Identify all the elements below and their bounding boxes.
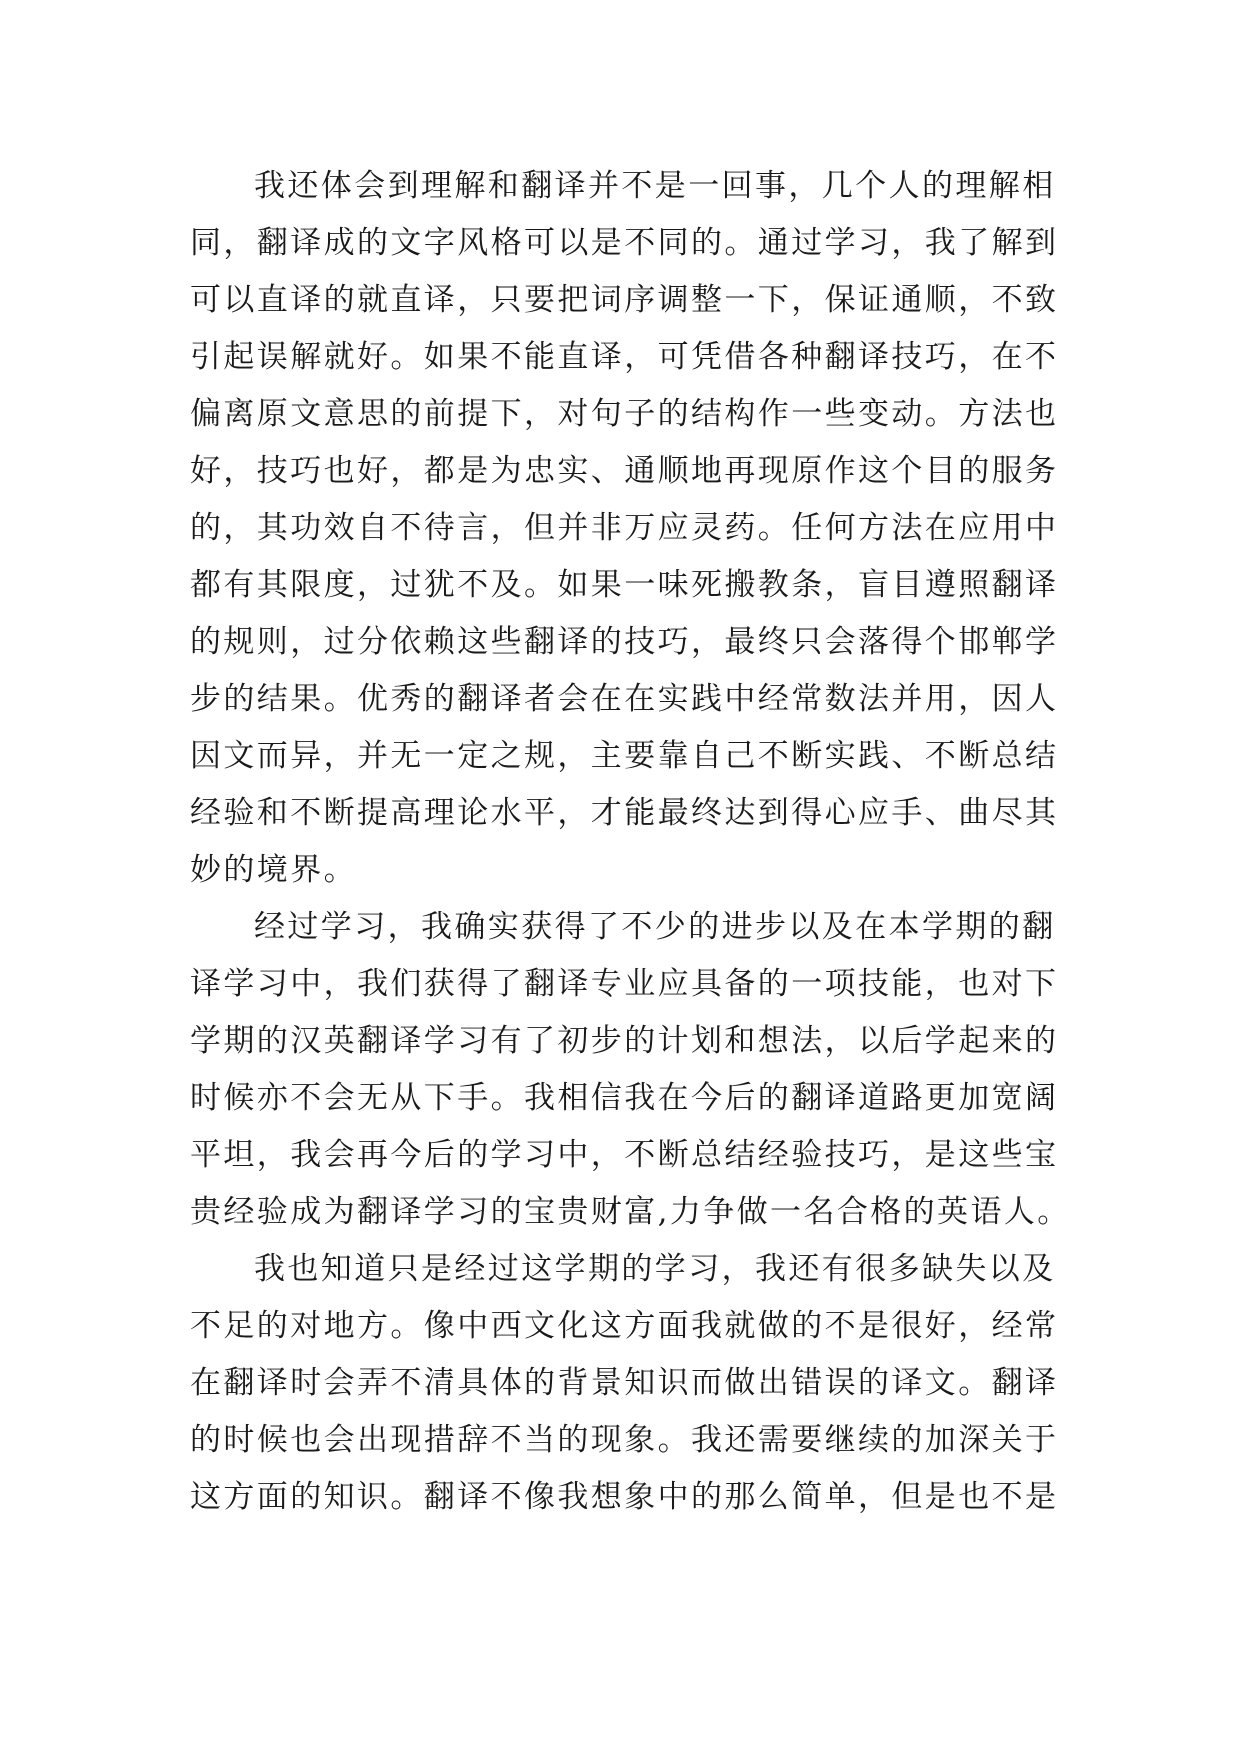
text-line: 时候亦不会无从下手。我相信我在今后的翻译道路更加宽阔 (190, 1080, 1059, 1116)
text-line: 贵经验成为翻译学习的宝贵财富,力争做一名合格的英语人。 (190, 1194, 1071, 1230)
text-line: 因文而异，并无一定之规，主要靠自己不断实践、不断总结 (190, 738, 1059, 774)
text-line: 这方面的知识。翻译不像我想象中的那么简单，但是也不是 (190, 1479, 1059, 1515)
text-line: 经验和不断提高理论水平，才能最终达到得心应手、曲尽其 (190, 795, 1059, 831)
text-line: 在翻译时会弄不清具体的背景知识而做出错误的译文。翻译 (190, 1365, 1059, 1401)
text-line: 的，其功效自不待言，但并非万应灵药。任何方法在应用中 (190, 510, 1059, 546)
text-line: 不足的对地方。像中西文化这方面我就做的不是很好，经常 (190, 1308, 1059, 1344)
text-line: 都有其限度，过犹不及。如果一味死搬教条，盲目遵照翻译 (190, 567, 1059, 603)
text-line: 的时候也会出现措辞不当的现象。我还需要继续的加深关于 (190, 1422, 1059, 1458)
paragraph-3 (190, 1241, 1059, 1526)
text-line: 引起误解就好。如果不能直译，可凭借各种翻译技巧，在不 (190, 339, 1059, 375)
text-line: 我还体会到理解和翻译并不是一回事，几个人的理解相 (254, 168, 1056, 204)
paragraph-1 (190, 158, 1059, 899)
text-line: 好，技巧也好，都是为忠实、通顺地再现原作这个目的服务 (190, 453, 1059, 489)
document-body (190, 158, 1071, 1526)
text-line: 我也知道只是经过这学期的学习，我还有很多缺失以及 (254, 1251, 1056, 1287)
text-line: 译学习中，我们获得了翻译专业应具备的一项技能，也对下 (190, 966, 1059, 1002)
text-line: 妙的境界。 (190, 852, 357, 888)
text-line: 学期的汉英翻译学习有了初步的计划和想法，以后学起来的 (190, 1023, 1059, 1059)
text-line: 同，翻译成的文字风格可以是不同的。通过学习，我了解到 (190, 225, 1059, 261)
text-line: 经过学习，我确实获得了不少的进步以及在本学期的翻 (254, 909, 1056, 945)
paragraph-2 (190, 899, 1071, 1241)
text-line: 可以直译的就直译，只要把词序调整一下，保证通顺，不致 (190, 282, 1059, 318)
text-line: 步的结果。优秀的翻译者会在在实践中经常数法并用，因人 (190, 681, 1059, 717)
text-line: 的规则，过分依赖这些翻译的技巧，最终只会落得个邯郸学 (190, 624, 1059, 660)
text-line: 平坦，我会再今后的学习中，不断总结经验技巧，是这些宝 (190, 1137, 1059, 1173)
text-line: 偏离原文意思的前提下，对句子的结构作一些变动。方法也 (190, 396, 1059, 432)
